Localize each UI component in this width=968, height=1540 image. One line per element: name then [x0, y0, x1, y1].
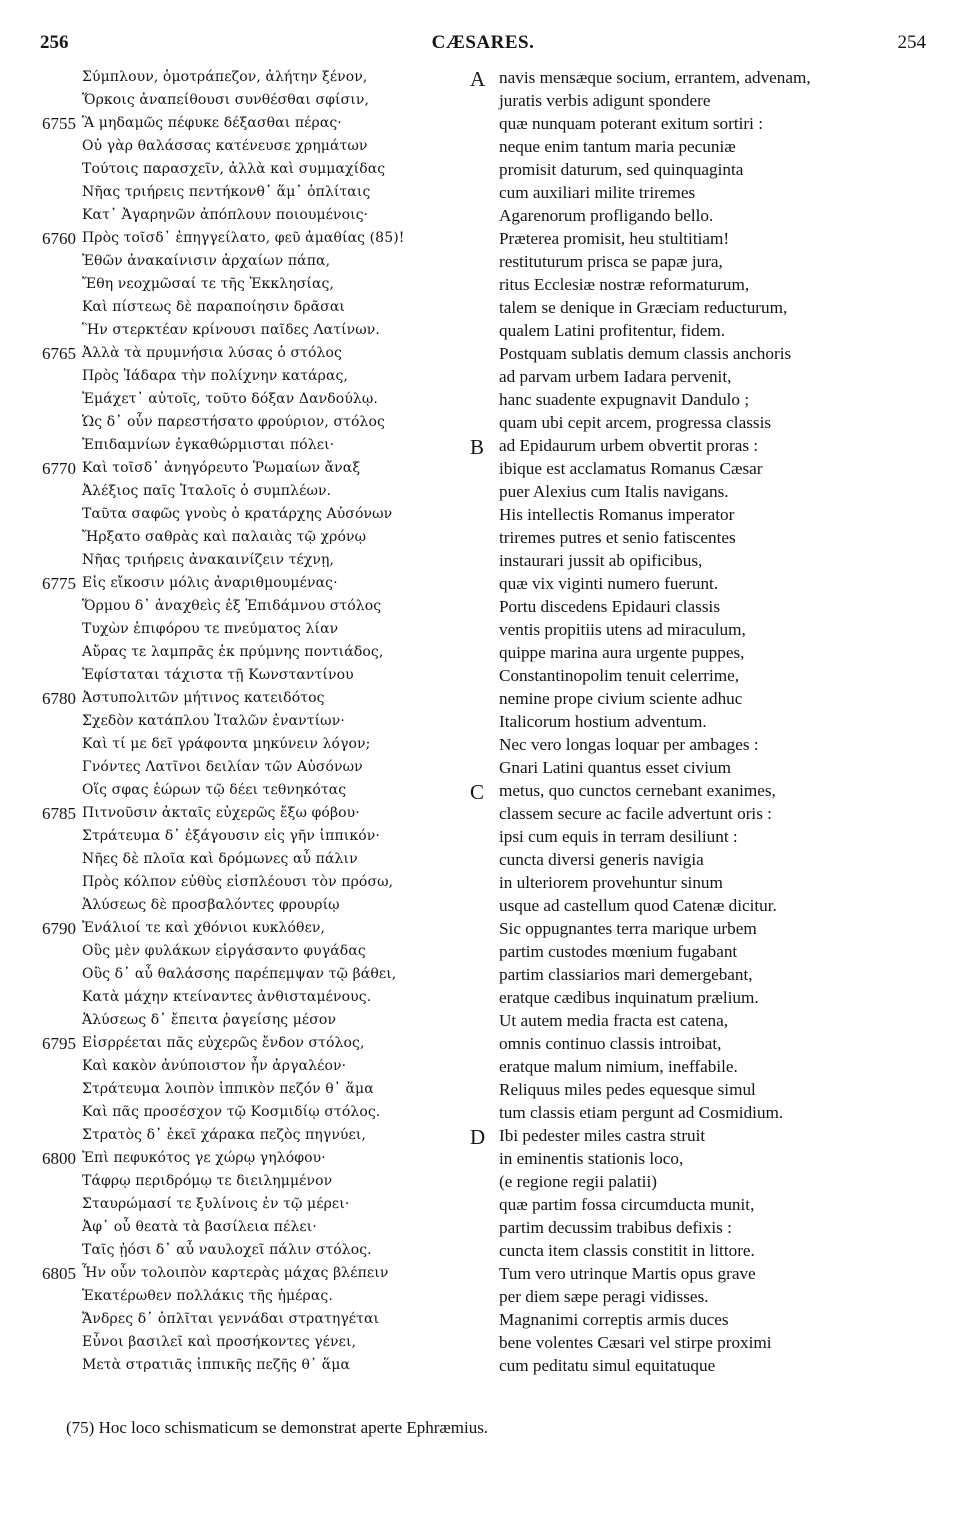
latin-verse-text: Ut autem media fracta est catena, [499, 1011, 729, 1030]
latin-verse-text: nemine prope civium sciente adhuc [499, 689, 743, 708]
greek-verse-text: Ἐμάχετ᾽ αὐτοῖς, τοῦτο δόξαν Δανδούλῳ. [82, 391, 378, 407]
latin-verse-text: cum peditatu simul equitatuque [499, 1356, 716, 1375]
latin-verse-text: bene volentes Cæsari vel stirpe proximi [499, 1333, 772, 1352]
latin-verse-text: restituturum prisca se papæ jura, [499, 252, 723, 271]
greek-verse-text: Σταυρώμασί τε ξυλίνοις ἐν τῷ μέρει· [82, 1196, 350, 1212]
greek-verse-text: Εὖνοι βασιλεῖ καὶ προσήκοντες γένει, [82, 1334, 357, 1350]
greek-verse-text: Ἀφ᾽ οὗ θεατὰ τὰ βασίλεια πέλει· [82, 1219, 317, 1235]
greek-verse-text: Νῆας τριήρεις πεντήκονθ᾽ ἅμ᾽ ὁπλίταις [82, 184, 371, 200]
latin-verse-text: Postquam sublatis demum classis anchoris [499, 344, 792, 363]
section-marker: D [470, 1125, 486, 1149]
greek-verse-text: Καὶ κακὸν ἀνύποιστον ἦν ἀργαλέον· [82, 1058, 347, 1074]
footnote: (75) Hoc loco schismaticum se demonstrat aperte Ephræmius. [66, 1418, 489, 1437]
latin-verse-text: Præterea promisit, heu stultitiam! [499, 229, 730, 248]
latin-verse-text: (e regione regii palatii) [499, 1172, 657, 1191]
greek-verse-text: Οἵς σφας ἑώρων τῷ δέει τεθνηκότας [82, 782, 347, 798]
greek-verse-text: Κατ᾽ Ἀγαρηνῶν ἀπόπλουν ποιουμένοις· [82, 207, 369, 223]
latin-verse-text: cum auxiliari milite triremes [499, 183, 696, 202]
latin-verse-text: Nec vero longas loquar per ambages : [499, 735, 759, 754]
greek-verse-text: Οὐ γὰρ θαλάσσας κατένευσε χρημάτων [82, 138, 368, 154]
verse-number: 6780 [42, 689, 76, 708]
latin-verse-text: juratis verbis adigunt spondere [499, 91, 711, 110]
latin-verse-text: classem secure ac facile advertunt oris : [499, 804, 772, 823]
latin-verse-text: qualem Latini profitentur, fidem. [499, 321, 726, 340]
page-header [40, 32, 926, 58]
latin-verse-text: in eminentis stationis loco, [499, 1149, 684, 1168]
greek-verse-text: Στράτευμα λοιπὸν ἱππικὸν πεζόν θ᾽ ἅμα [82, 1081, 374, 1097]
section-marker: C [470, 780, 485, 804]
latin-verse-text: tum classis etiam pergunt ad Cosmidium. [499, 1103, 784, 1122]
latin-verse-text: triremes putres et senio fatiscentes [499, 528, 736, 547]
greek-verse-text: Οὓς δ᾽ αὖ θαλάσσης παρέπεμψαν τῷ βάθει, [82, 966, 397, 982]
latin-verse-text: ventis propitiis utens ad miraculum, [499, 620, 746, 639]
greek-verse-text: Οὓς μὲν φυλάκων εἰργάσαντο φυγάδας [82, 943, 366, 959]
latin-verse-text: neque enim tantum maria pecuniæ [499, 137, 736, 156]
greek-verse-text: Αὔρας τε λαμπρᾶς ἐκ πρύμνης ποντιάδος, [82, 644, 384, 660]
greek-verse-text: Ὡς δ᾽ οὖν παρεστήσατο φρούριον, στόλος [82, 414, 385, 430]
latin-verse-text: Constantinopolim tenuit celerrime, [499, 666, 740, 685]
latin-verse-text: quæ vix viginti numero fuerunt. [499, 574, 719, 593]
latin-verse-text: quæ nunquam poterant exitum sortiri : [499, 114, 763, 133]
greek-verse-text: Καὶ τί με δεῖ γράφοντα μηκύνειν λόγον; [82, 736, 371, 752]
greek-verse-text: Ἀλλὰ τὰ πρυμνήσια λύσας ὁ στόλος [82, 345, 342, 361]
latin-verse-text: Tum vero utrinque Martis opus grave [499, 1264, 756, 1283]
verse-number: 6800 [42, 1149, 76, 1168]
greek-verse-text: Ὅρκοις ἀναπείθουσι συνθέσθαι σφίσιν, [82, 92, 370, 108]
latin-verse-text: usque ad castellum quod Catenæ dicitur. [499, 896, 777, 915]
greek-verse-text: Καὶ πᾶς προσέσχον τῷ Κοσμιδίῳ στόλος. [82, 1104, 381, 1120]
greek-verse-text: Καὶ πίστεως δὲ παραποίησιν δρᾶσαι [82, 299, 345, 315]
greek-verse-text: Ἐνάλιοί τε καὶ χθόνιοι κυκλόθεν, [82, 920, 326, 936]
latin-verse-text: Portu discedens Epidauri classis [499, 597, 721, 616]
greek-verse-text: Ἃ μηδαμῶς πέφυκε δέξασθαι πέρας· [82, 115, 342, 131]
greek-verse-text: Μετὰ στρατιᾶς ἱππικῆς πεζῆς θ᾽ ἅμα [82, 1357, 351, 1373]
greek-verse-text: Ἔθη νεοχμῶσαί τε τῆς Ἐκκλησίας, [82, 276, 334, 292]
latin-verse-text: Magnanimi correptis armis duces [499, 1310, 729, 1329]
greek-verse-text: Ἀλέξιος παῖς Ἰταλοῖς ὁ συμπλέων. [82, 483, 332, 499]
latin-verse-text: cuncta diversi generis navigia [499, 850, 704, 869]
greek-verse-text: Ὅρμου δ᾽ ἀναχθεὶς ἐξ Ἐπιδάμνου στόλος [82, 598, 382, 614]
greek-verse-text: Πιτνοῦσιν ἀκταῖς εὐχερῶς ἔξω φόβου· [82, 805, 360, 821]
greek-verse-text: Ἀστυπολιτῶν μήτινος κατειδότος [82, 690, 325, 706]
latin-verse-text: partim custodes mœnium fugabant [499, 942, 738, 961]
greek-verse-text: Εἰσρρέεται πᾶς εὐχερῶς ἔνδον στόλος, [82, 1035, 365, 1051]
greek-verse-text: Σχεδὸν κατάπλου Ἰταλῶν ἐναντίων· [82, 713, 345, 729]
greek-verse-text: Ἐπὶ πεφυκότος γε χώρῳ γηλόφου· [82, 1150, 326, 1166]
greek-verse-text: Κατὰ μάχην κτείναντες ἀνθισταμένους. [82, 989, 372, 1005]
greek-verse-text: Ἦν οὖν τολοιπὸν καρτερὰς μάχας βλέπειν [82, 1265, 389, 1281]
latin-verse-text: Sic oppugnantes terra marique urbem [499, 919, 757, 938]
latin-verse-text: His intellectis Romanus imperator [499, 505, 735, 524]
running-title: CÆSARES. [431, 32, 535, 53]
latin-verse-text: eratque cædibus inquinatum prælium. [499, 988, 759, 1007]
latin-verse-text: talem se denique in Græciam reducturum, [499, 298, 788, 317]
latin-verse-text: ipsi cum equis in terram desiliunt : [499, 827, 738, 846]
latin-verse-text: ad Epidaurum urbem obvertit proras : [499, 436, 759, 455]
latin-verse-text: Ibi pedester miles castra struit [499, 1126, 706, 1145]
verse-number: 6770 [42, 459, 76, 478]
greek-verse-text: Σύμπλουν, ὁμοτράπεζον, ἀλήτην ξένον, [82, 69, 368, 85]
greek-verse-text: Τάφρῳ περιδρόμῳ τε διειλημμένον [82, 1173, 333, 1189]
greek-verse-text: Στράτευμα δ᾽ ἐξάγουσιν εἰς γῆν ἱππικόν· [82, 828, 380, 844]
latin-verse-text: instaurari jussit ab opificibus, [499, 551, 703, 570]
latin-verse-text: promisit daturum, sed quinquaginta [499, 160, 744, 179]
latin-verse-text: in ulteriorem provehuntur sinum [499, 873, 723, 892]
greek-verse-text: Ταῖς ᾐόσι δ᾽ αὖ ναυλοχεῖ πάλιν στόλος. [82, 1242, 372, 1258]
latin-verse-text: Agarenorum profligando bello. [499, 206, 714, 225]
greek-verse-text: Ἣν στερκτέαν κρίνουσι παῖδες Λατίνων. [82, 322, 380, 338]
greek-verse-text: Πρὸς κόλπον εὐθὺς εἰσπλέουσι τὸν πρόσω, [82, 874, 394, 890]
latin-verse-text: quæ partim fossa circumducta munit, [499, 1195, 755, 1214]
verse-number: 6765 [42, 344, 76, 363]
latin-verse-text: eratque malum nimium, ineffabile. [499, 1057, 738, 1076]
greek-verse-text: Ἁλύσεως δὲ προσβαλόντες φρουρίῳ [82, 897, 340, 913]
section-marker: A [470, 67, 486, 91]
greek-verse-text: Ἑκατέρωθεν πολλάκις τῆς ἡμέρας. [82, 1288, 333, 1304]
verse-number: 6775 [42, 574, 76, 593]
greek-verse-text: Ἐπιδαμνίων ἐγκαθώρμισται πόλει· [82, 437, 335, 453]
latin-verse-text: per diem sæpe peragi vidisses. [499, 1287, 709, 1306]
verse-number: 6760 [42, 229, 76, 248]
greek-verse-text: Πρὸς τοῖσδ᾽ ἐπηγγείλατο, φεῦ ἀμαθίας (85)! [82, 230, 405, 246]
greek-verse-text: Νῆες δὲ πλοῖα καὶ δρόμωνες αὖ πάλιν [82, 851, 358, 867]
greek-verse-text: Ἄνδρες δ᾽ ὁπλῖται γεννάδαι στρατηγέται [82, 1311, 380, 1327]
latin-verse-text: omnis continuo classis introibat, [499, 1034, 722, 1053]
greek-verse-text: Ἁλύσεως δ᾽ ἔπειτα ῥαγείσης μέσον [82, 1012, 337, 1028]
greek-verse-text: Γνόντες Λατῖνοι δειλίαν τῶν Αὐσόνων [82, 759, 363, 775]
greek-verse-text: Τυχὼν ἐπιφόρου τε πνεύματος λίαν [82, 621, 339, 637]
latin-verse-text: Gnari Latini quantus esset civium [499, 758, 731, 777]
latin-verse-text: Reliquus miles pedes equesque simul [499, 1080, 756, 1099]
latin-verse-text: quippe marina aura urgente puppes, [499, 643, 745, 662]
greek-verse-text: Ἤρξατο σαθρὰς καὶ παλαιὰς τῷ χρόνῳ [82, 529, 367, 545]
latin-verse-text: navis mensæque socium, errantem, advenam, [499, 68, 811, 87]
verse-number: 6785 [42, 804, 76, 823]
greek-verse-text: Ταῦτα σαφῶς γνοὺς ὁ κρατάρχης Αὐσόνων [82, 506, 393, 522]
verse-number: 6755 [42, 114, 76, 133]
greek-verse-text: Νῆας τριήρεις ἀνακαινίζειν τέχνῃ, [82, 552, 335, 568]
latin-verse-text: Italicorum hostium adventum. [499, 712, 707, 731]
greek-verse-text: Ἐφίσταται τάχιστα τῇ Κωνσταντίνου [82, 667, 354, 683]
greek-verse-text: Στρατὸς δ᾽ ἐκεῖ χάρακα πεζὸς πηγνύει, [82, 1127, 367, 1143]
page-number-left: 256 [40, 32, 69, 53]
latin-verse-text: partim decussim trabibus defixis : [499, 1218, 732, 1237]
latin-verse-text: ad parvam urbem Iadara pervenit, [499, 367, 732, 386]
greek-verse-text: Καὶ τοῖσδ᾽ ἀνηγόρευτο Ῥωμαίων ἄναξ [82, 460, 361, 476]
greek-verse-text: Εἰς εἴκοσιν μόλις ἀναριθμουμένας· [82, 575, 338, 591]
latin-verse-text: hanc suadente expugnavit Dandulo ; [499, 390, 750, 409]
latin-verse-text: partim classiarios mari demergebant, [499, 965, 753, 984]
latin-verse-text: cuncta item classis constitit in littore. [499, 1241, 755, 1260]
greek-verse-text: Τούτοις παρασχεῖν, ἀλλὰ καὶ συμμαχίδας [82, 161, 386, 177]
page-number-right: 254 [897, 32, 926, 53]
greek-verse-text: Ἐθῶν ἀνακαίνισιν ἀρχαίων πάπα, [82, 253, 331, 269]
latin-verse-text: puer Alexius cum Italis navigans. [499, 482, 729, 501]
verse-number: 6790 [42, 919, 76, 938]
verse-number: 6805 [42, 1264, 76, 1283]
section-marker: B [470, 435, 485, 459]
verse-number: 6795 [42, 1034, 76, 1053]
latin-verse-text: quam ubi cepit arcem, progressa classis [499, 413, 772, 432]
latin-verse-text: ritus Ecclesiæ nostræ reformaturum, [499, 275, 750, 294]
greek-verse-text: Πρὸς Ἰάδαρα τὴν πολίχνην κατάρας, [82, 368, 349, 384]
latin-verse-text: metus, quo cunctos cernebant exanimes, [499, 781, 776, 800]
latin-verse-text: ibique est acclamatus Romanus Cæsar [499, 459, 763, 478]
